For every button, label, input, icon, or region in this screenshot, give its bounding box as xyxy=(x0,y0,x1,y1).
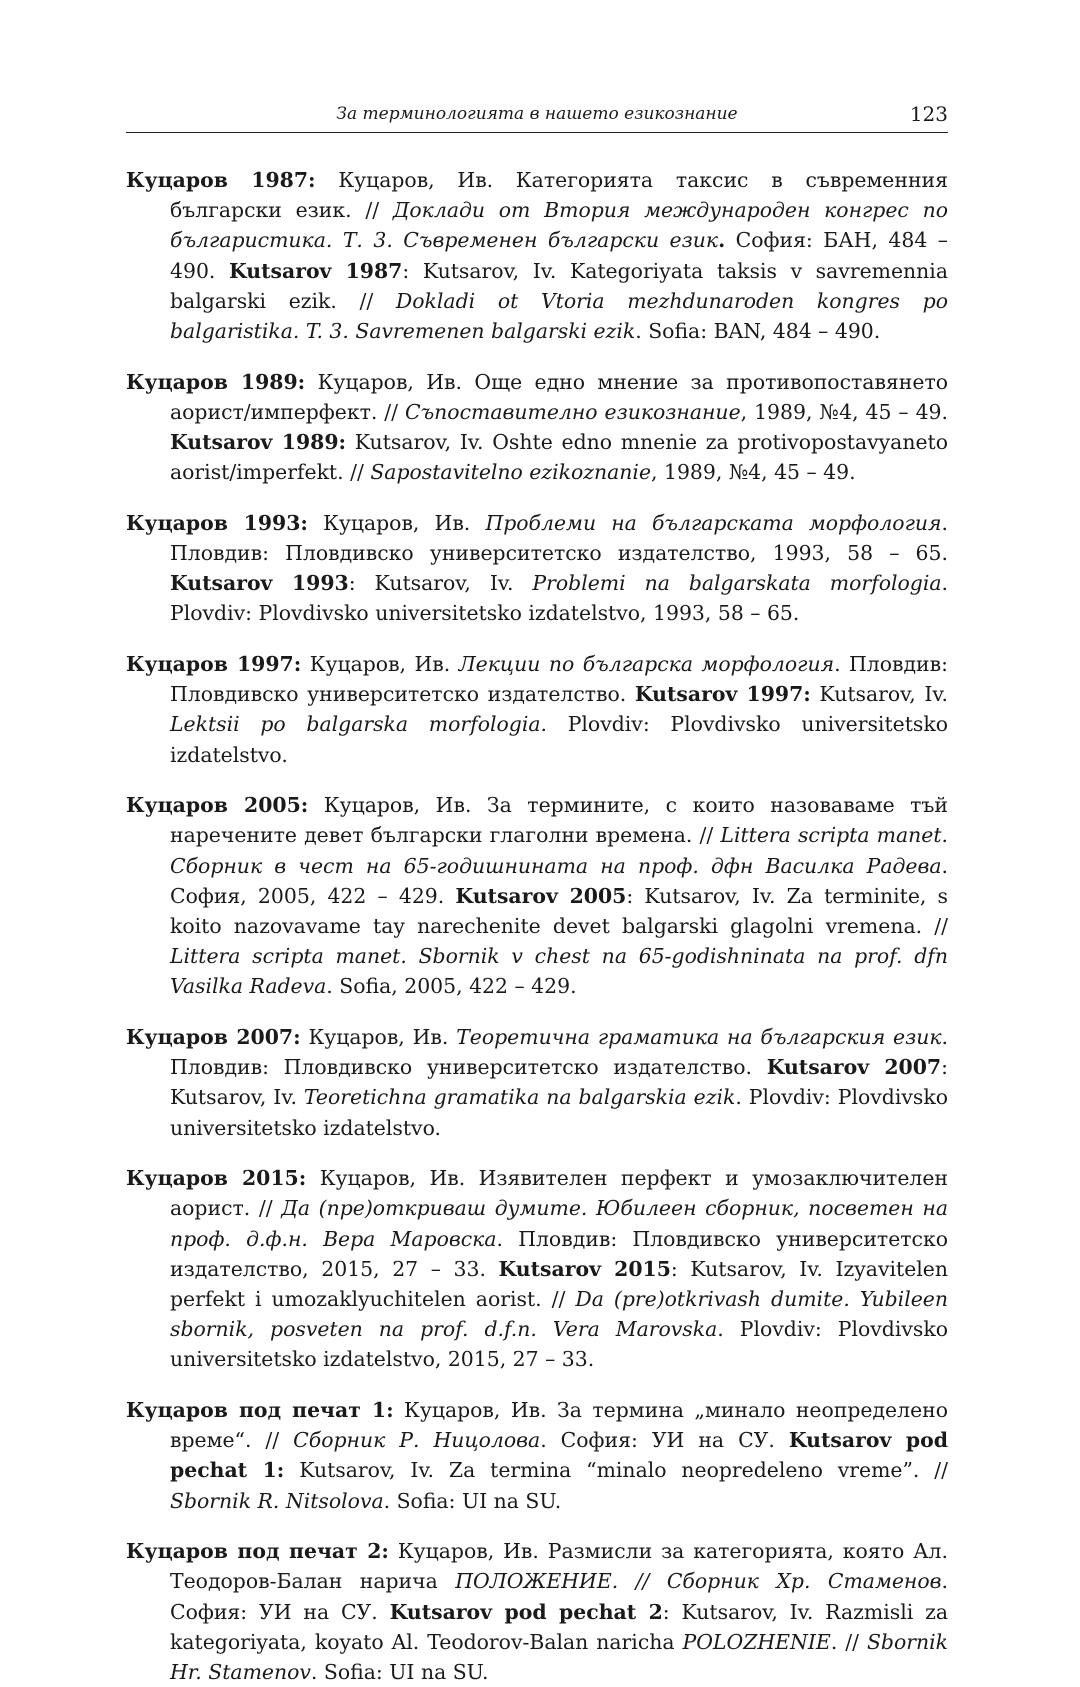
reference-title: Sbornik R. Nitsolova xyxy=(170,1488,384,1513)
reference-key-latin: Kutsarov pod pechat 2 xyxy=(389,1599,663,1624)
reference-key-latin: . xyxy=(718,228,726,253)
reference-text: . София: УИ на СУ. xyxy=(170,1569,948,1624)
reference-key: Куцаров 1993: xyxy=(126,510,308,535)
reference-key: Куцаров 2015: xyxy=(126,1166,307,1191)
reference-text: . Plovdiv: Plovdivsko universitetsko izdatelstvo. xyxy=(170,712,948,767)
reference-text: Куцаров, Ив. Категорията таксис в съвременния български език. // xyxy=(170,168,949,223)
reference-title: Лекции по българска морфология xyxy=(458,652,835,677)
reference-key: Куцаров 1987: xyxy=(126,168,316,192)
reference-text: : Kutsarov, Iv. Kategoriyata taksis v savremennia balgarski ezik. // xyxy=(170,258,948,313)
page xyxy=(126,96,948,1687)
reference-text: , 1989, №4, 45 – 49. xyxy=(651,460,856,485)
reference-text: Kutsarov, Iv. xyxy=(810,682,948,707)
reference-text: Куцаров, Ив. Още едно мнение за противопоставянето аорист/имперфект. // xyxy=(170,369,949,424)
reference-text: Куцаров, Ив. За термина „минало неопределено време“. // xyxy=(170,1398,948,1453)
reference-text: Kutsarov, Iv. Za termina “minalo neopredeleno vreme”. // xyxy=(284,1458,948,1483)
reference-text: . Plovdiv: Plovdivsko universitetsko izdatelstvo, 1993, 58 – 65. xyxy=(170,571,948,626)
reference-text: . Sofia, 2005, 422 – 429. xyxy=(326,974,577,999)
reference-title: Littera scripta manet. Сборник в чест на 65-годишнината на проф. дфн Василка Радева xyxy=(170,823,949,878)
reference-text: Куцаров, Ив. Размисли за категорията, която Ал. Теодоров-Балан нарича xyxy=(170,1539,948,1594)
reference-entry xyxy=(126,790,948,1001)
reference-text: : Kutsarov, Iv. Razmisli za kategoriyata, koyato Al. Teodorov-Balan naricha xyxy=(170,1599,948,1654)
reference-text: : Kutsarov, Iv. xyxy=(348,571,533,596)
reference-title: Теоретична граматика на българския език xyxy=(456,1025,942,1050)
reference-text: София: БАН, 484 – 490. xyxy=(170,228,948,283)
reference-entry xyxy=(126,1022,948,1143)
reference-text: . Пловдив: Пловдивско университетско издателство. xyxy=(170,1025,948,1080)
reference-title: Sbornik Hr. Stamenov xyxy=(170,1629,949,1685)
reference-text: . Plovdiv: Plovdivsko universitetsko izdatelstvo. xyxy=(170,1085,948,1140)
reference-entry xyxy=(126,165,948,346)
reference-entry xyxy=(126,367,948,488)
page-number: 123 xyxy=(909,102,948,126)
reference-key-latin: Kutsarov 1989: xyxy=(170,430,347,455)
reference-key: Куцаров 2005: xyxy=(126,793,309,818)
reference-text: , 1989, №4, 45 – 49. xyxy=(740,399,948,424)
reference-text: . Plovdiv: Plovdivsko universitetsko izdatelstvo, 2015, 27 – 33. xyxy=(170,1317,948,1372)
reference-title: Dokladi ot Vtoria mezhdunaroden kongres po balgaristika. T. 3. Savremenen balgarski ezik xyxy=(170,288,948,344)
reference-key-latin: Kutsarov pod pechat 1: xyxy=(170,1428,949,1483)
reference-text: : Kutsarov, Iv. xyxy=(170,1055,948,1110)
running-title: За терминологията в нашето езикознание xyxy=(336,104,738,124)
reference-key-latin: Kutsarov 1993 xyxy=(170,571,349,596)
reference-entry xyxy=(126,1163,948,1374)
reference-text: Куцаров, Ив. Изявителен перфект и умозаключителен аорист. // xyxy=(170,1166,949,1221)
reference-text: Куцаров, Ив. xyxy=(300,1025,457,1050)
reference-entry xyxy=(126,649,948,770)
reference-entry xyxy=(126,1536,948,1687)
reference-text: . София, 2005, 422 – 429. xyxy=(170,853,948,908)
reference-title: POLOZHENIE xyxy=(682,1629,831,1654)
reference-key: Куцаров под печат 2: xyxy=(126,1539,389,1564)
reference-title: Lektsii po balgarska morfologia xyxy=(170,712,541,737)
reference-key: Куцаров под печат 1: xyxy=(126,1398,394,1423)
reference-key-latin: Kutsarov 1987 xyxy=(229,258,403,283)
reference-title: Problemi na balgarskata morfologia xyxy=(532,571,942,596)
reference-text: Куцаров, Ив. xyxy=(307,510,486,535)
reference-title: Да (пре)откриваш думите. Юбилеен сборник, посветен на проф. д.ф.н. Вера Маровска xyxy=(170,1196,948,1251)
reference-key-latin: Kutsarov 2015 xyxy=(498,1256,671,1281)
reference-text: Kutsarov, Iv. Oshte edno mnenie za protivopostavyaneto aorist/imperfekt. // xyxy=(170,430,948,485)
reference-text: : Kutsarov, Iv. Za terminite, s koito nazovavame tay narechenite devet balgarski glagolni vremena. // xyxy=(170,883,948,939)
reference-key: Куцаров 2007: xyxy=(126,1025,301,1050)
reference-key: Куцаров 1989: xyxy=(126,369,306,394)
reference-entry xyxy=(126,1395,948,1516)
reference-text: : Kutsarov, Iv. Izyavitelen perfekt i umozaklyuchitelen aorist. // xyxy=(170,1256,948,1312)
reference-text: Куцаров, Ив. За термините, с които назоваваме тъй наречените девет български глаголни времена. // xyxy=(170,793,948,848)
reference-entry xyxy=(126,508,948,629)
reference-text: . Sofia: UI na SU. xyxy=(383,1488,562,1513)
reference-title: Da (pre)otkrivash dumite. Yubileen sbornik, posveten na prof. d.f.n. Vera Marovska xyxy=(170,1287,948,1342)
reference-title: ПОЛОЖЕНИЕ. // Сборник Хр. Стаменов xyxy=(455,1569,942,1594)
reference-text: Куцаров, Ив. xyxy=(301,652,459,677)
reference-text: . Пловдив: Пловдивско университетско издателство, 2015, 27 – 33. xyxy=(170,1226,948,1281)
reference-title: Доклади от Втория международен конгрес по българистика. Т. 3. Съвременен български език xyxy=(170,198,948,253)
reference-title: Проблеми на българската морфология xyxy=(485,510,942,535)
reference-title: Teoretichna gramatika na balgarskia ezik xyxy=(303,1085,736,1110)
reference-key-latin: Kutsarov 2005 xyxy=(455,883,627,908)
reference-text: . София: УИ на СУ. xyxy=(540,1428,789,1453)
reference-key-latin: Kutsarov 1997: xyxy=(634,682,811,707)
reference-text: . Sofia: UI na SU. xyxy=(310,1660,489,1685)
reference-list xyxy=(126,165,948,1687)
reference-title: Сборник Р. Ницолова xyxy=(293,1428,541,1453)
reference-text: . Sofia: BAN, 484 – 490. xyxy=(635,319,881,344)
reference-title: Sapostavitelno ezikoznanie xyxy=(370,460,652,485)
reference-text: . // xyxy=(830,1629,867,1654)
reference-title: Littera scripta manet. Sbornik v chest na 65-godishninata na prof. dfn Vasilka Radeva xyxy=(170,944,948,999)
running-header xyxy=(126,96,948,133)
reference-text: . Пловдив: Пловдивско университетско издателство. xyxy=(170,652,949,707)
reference-text: . Пловдив: Пловдивско университетско издателство, 1993, 58 – 65. xyxy=(170,510,949,566)
reference-key-latin: Kutsarov 2007 xyxy=(766,1055,942,1080)
reference-title: Съпоставително езикознание xyxy=(404,399,741,424)
reference-key: Куцаров 1997: xyxy=(126,652,302,677)
